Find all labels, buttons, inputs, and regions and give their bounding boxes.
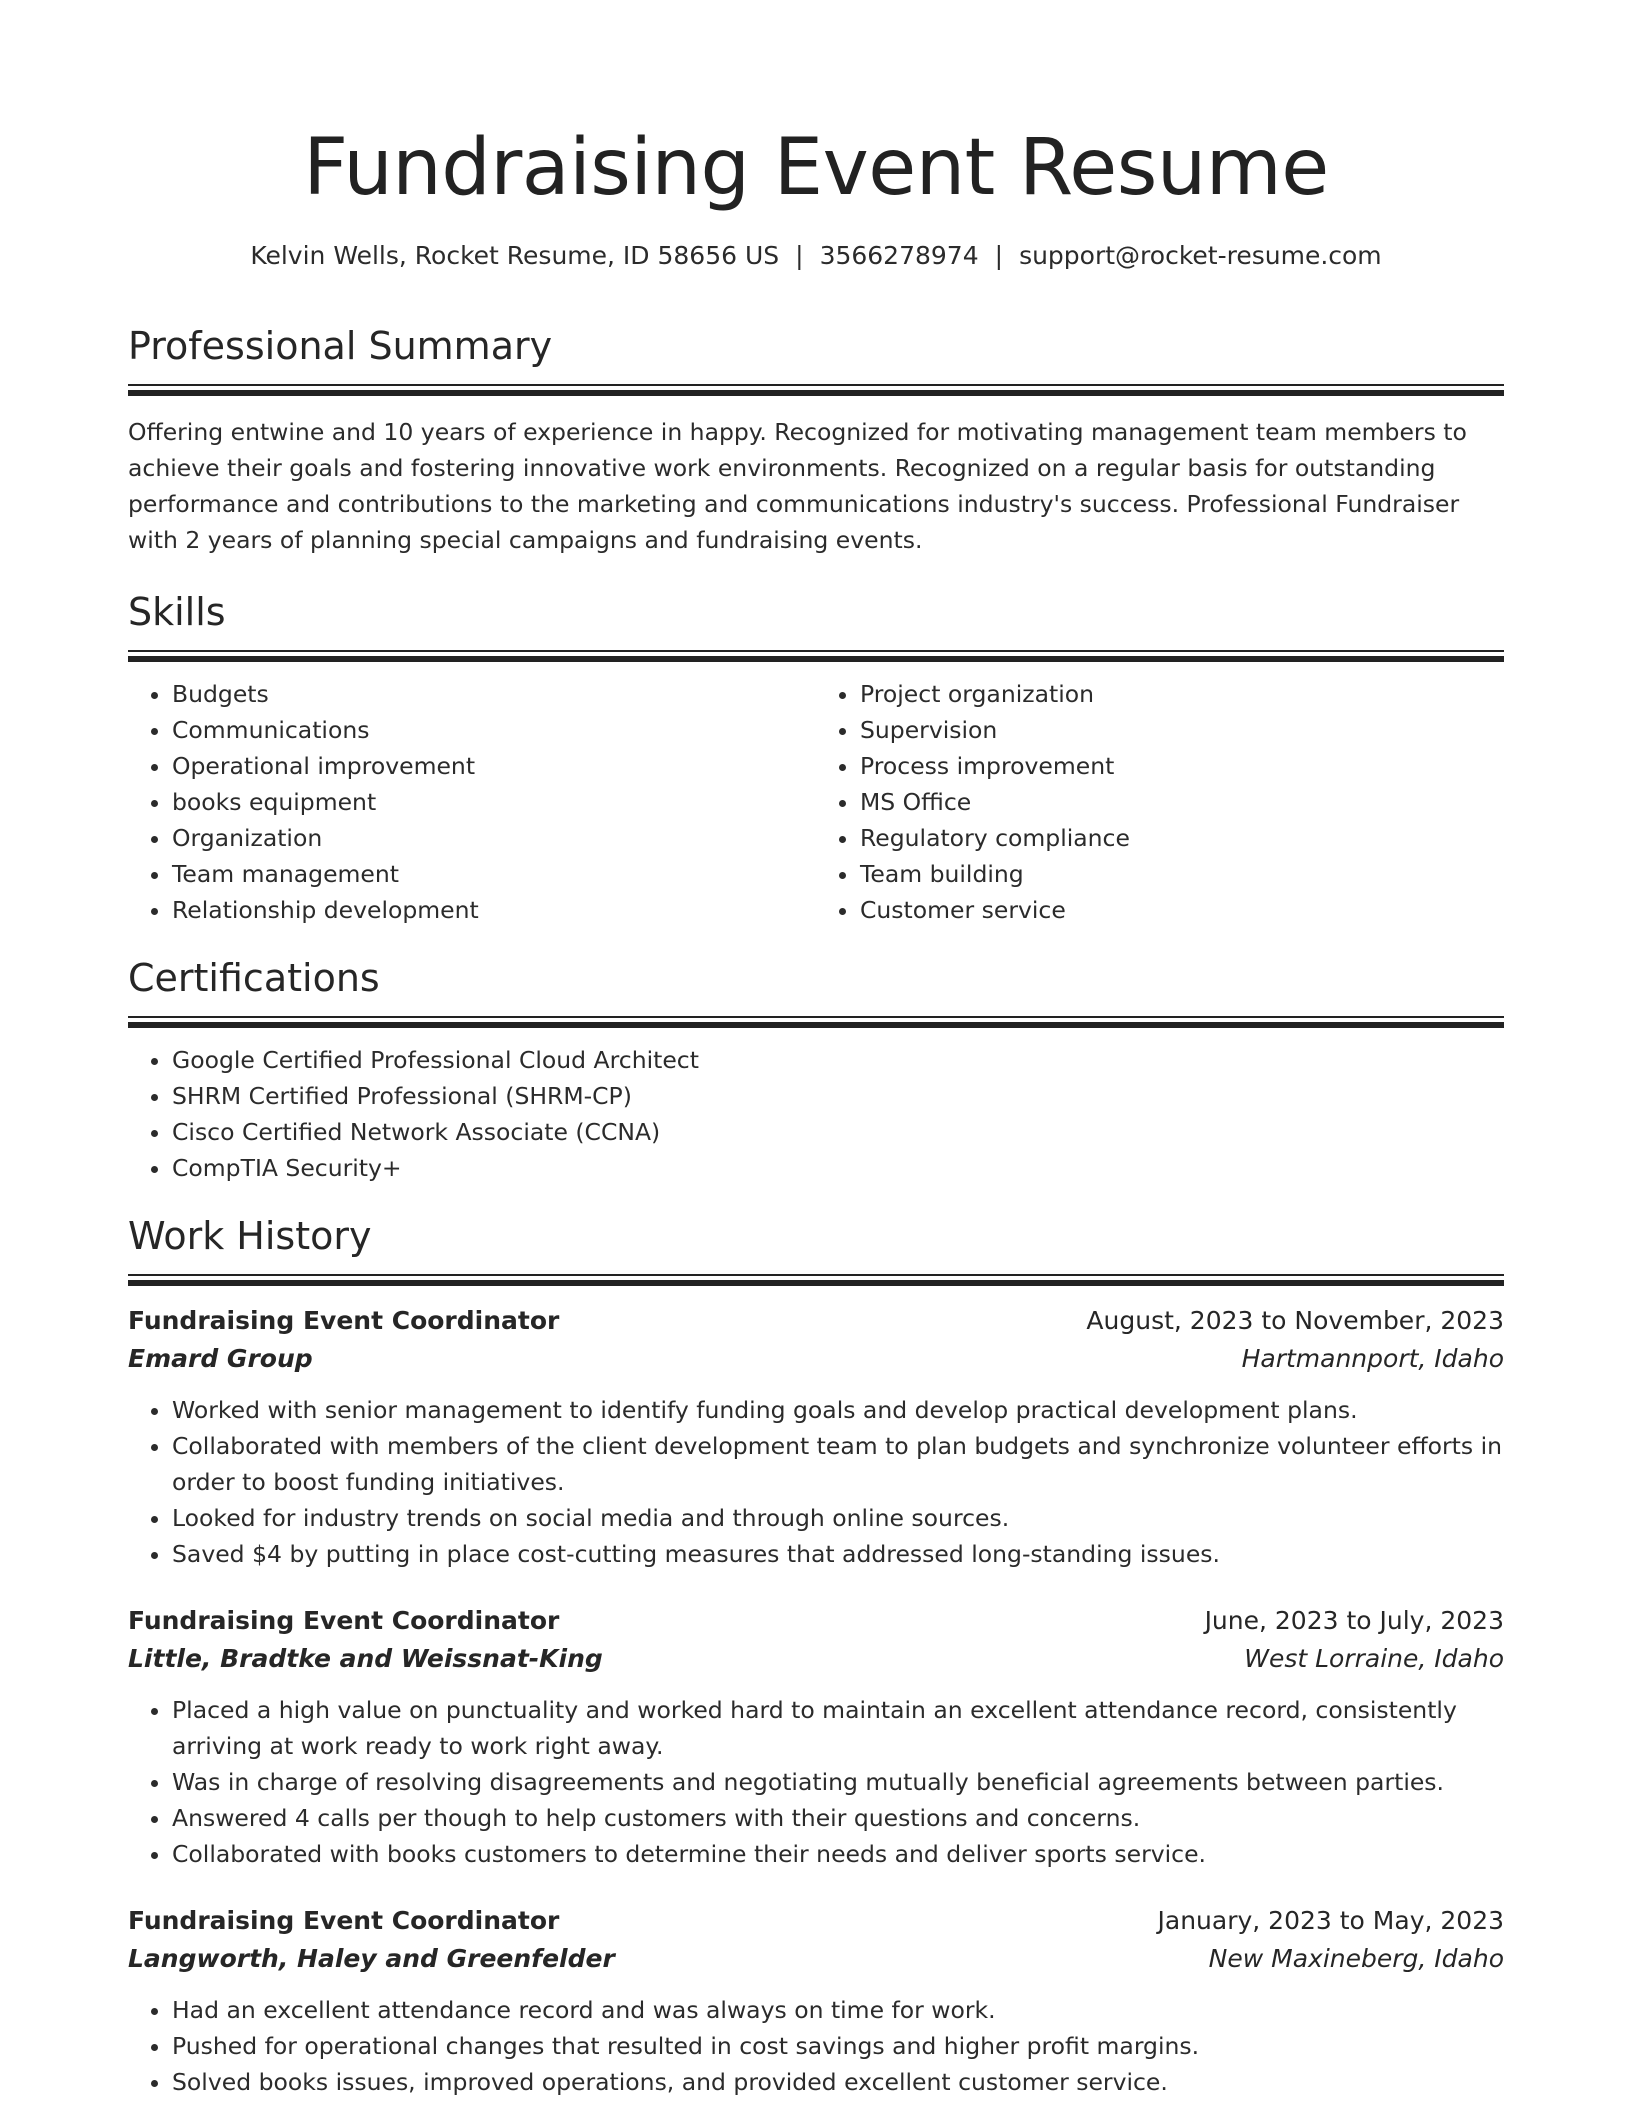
skill-item: • Project organization <box>860 676 1504 712</box>
job-company-row <box>128 1340 1504 1378</box>
skill-item: • books equipment <box>172 784 816 820</box>
job-header-row <box>128 1302 1504 1340</box>
certification-item: • Cisco Certified Network Associate (CCNA) <box>172 1114 1504 1150</box>
job-location: Hartmannport, Idaho <box>1241 1344 1504 1373</box>
job-entry <box>128 1902 1504 2100</box>
certification-item: • SHRM Certified Professional (SHRM-CP) <box>172 1078 1504 1114</box>
contact-separator: | <box>795 241 804 270</box>
contact-line <box>128 238 1504 274</box>
summary-section <box>128 322 1504 558</box>
job-bullet: • Collaborated with books customers to determine their needs and deliver sports service. <box>172 1836 1504 1872</box>
skill-item: • Team management <box>172 856 816 892</box>
job-header-row <box>128 1602 1504 1640</box>
certifications-list <box>128 1042 1504 1186</box>
job-bullet: • Saved $4 by putting in place cost-cutting measures that addressed long-standing issues. <box>172 1536 1504 1572</box>
job-location: New Maxineberg, Idaho <box>1208 1944 1504 1973</box>
resume-page <box>128 0 1504 2100</box>
job-bullets <box>128 1992 1504 2100</box>
skill-item: • Customer service <box>860 892 1504 928</box>
job-bullet: • Had an excellent attendance record and was always on time for work. <box>172 1992 1504 2028</box>
job-header-row <box>128 1902 1504 1940</box>
job-title: Fundraising Event Coordinator <box>128 1306 560 1335</box>
job-company-row <box>128 1940 1504 1978</box>
job-bullet: • Pushed for operational changes that resulted in cost savings and higher profit margins. <box>172 2028 1504 2064</box>
job-company: Little, Bradtke and Weissnat-King <box>128 1644 603 1673</box>
job-bullet: • Solved books issues, improved operations, and provided excellent customer service. <box>172 2064 1504 2100</box>
job-entry <box>128 1602 1504 1872</box>
job-title: Fundraising Event Coordinator <box>128 1606 560 1635</box>
section-title-work-history: Work History <box>128 1214 372 1258</box>
job-location: West Lorraine, Idaho <box>1244 1644 1504 1673</box>
job-bullet: • Looked for industry trends on social media and through online sources. <box>172 1500 1504 1536</box>
section-divider <box>128 1274 1504 1286</box>
section-divider <box>128 1016 1504 1028</box>
certifications-section <box>128 954 1504 1186</box>
contact-email: support@rocket-resume.com <box>1019 241 1382 270</box>
certification-item: • Google Certified Professional Cloud Architect <box>172 1042 1504 1078</box>
summary-text: Offering entwine and 10 years of experience in happy. Recognized for motivating management team members to achieve their goals and fostering innovative work environments. Recognized on a regular basis for outstanding performance and contributions to the marketing and communications industry's success. Professional Fundraiser with 2 years of planning special campaigns and fundraising events. <box>128 418 1467 554</box>
skill-item: • Process improvement <box>860 748 1504 784</box>
job-bullets <box>128 1692 1504 1872</box>
skills-list-left <box>128 676 816 928</box>
job-dates: August, 2023 to November, 2023 <box>1086 1306 1504 1335</box>
skill-item: • Budgets <box>172 676 816 712</box>
section-title-skills: Skills <box>128 590 226 634</box>
contact-phone: 3566278974 <box>819 241 979 270</box>
section-divider <box>128 650 1504 662</box>
skill-item: • Regulatory compliance <box>860 820 1504 856</box>
skill-item: • Team building <box>860 856 1504 892</box>
job-company: Emard Group <box>128 1344 313 1373</box>
resume-title: Fundraising Event Resume <box>303 123 1329 213</box>
skills-section <box>128 588 1504 928</box>
certification-item: • CompTIA Security+ <box>172 1150 1504 1186</box>
job-bullets <box>128 1392 1504 1572</box>
contact-address: Kelvin Wells, Rocket Resume, ID 58656 US <box>250 241 780 270</box>
job-company: Langworth, Haley and Greenfelder <box>128 1944 615 1973</box>
job-dates: January, 2023 to May, 2023 <box>1157 1906 1504 1935</box>
section-title-summary: Professional Summary <box>128 324 553 368</box>
job-bullet: • Was in charge of resolving disagreements and negotiating mutually beneficial agreements between parties. <box>172 1764 1504 1800</box>
section-title-certifications: Certifications <box>128 956 380 1000</box>
job-bullet: • Placed a high value on punctuality and worked hard to maintain an excellent attendance record, consistently arriving at work ready to work right away. <box>172 1692 1504 1764</box>
skill-item: • Relationship development <box>172 892 816 928</box>
skill-item: • Communications <box>172 712 816 748</box>
job-bullet: • Collaborated with members of the client development team to plan budgets and synchronize volunteer efforts in order to boost funding initiatives. <box>172 1428 1504 1500</box>
job-dates: June, 2023 to July, 2023 <box>1204 1606 1504 1635</box>
skill-item: • Operational improvement <box>172 748 816 784</box>
section-divider <box>128 384 1504 396</box>
job-company-row <box>128 1640 1504 1678</box>
contact-separator: | <box>994 241 1004 270</box>
job-bullet: • Answered 4 calls per though to help customers with their questions and concerns. <box>172 1800 1504 1836</box>
skill-item: • Organization <box>172 820 816 856</box>
job-title: Fundraising Event Coordinator <box>128 1906 560 1935</box>
job-bullet: • Worked with senior management to identify funding goals and develop practical development plans. <box>172 1392 1504 1428</box>
job-entry <box>128 1302 1504 1572</box>
skill-item: • Supervision <box>860 712 1504 748</box>
skill-item: • MS Office <box>860 784 1504 820</box>
work-history-section <box>128 1212 1504 2100</box>
skills-list-right <box>816 676 1504 928</box>
skills-columns <box>128 676 1504 928</box>
